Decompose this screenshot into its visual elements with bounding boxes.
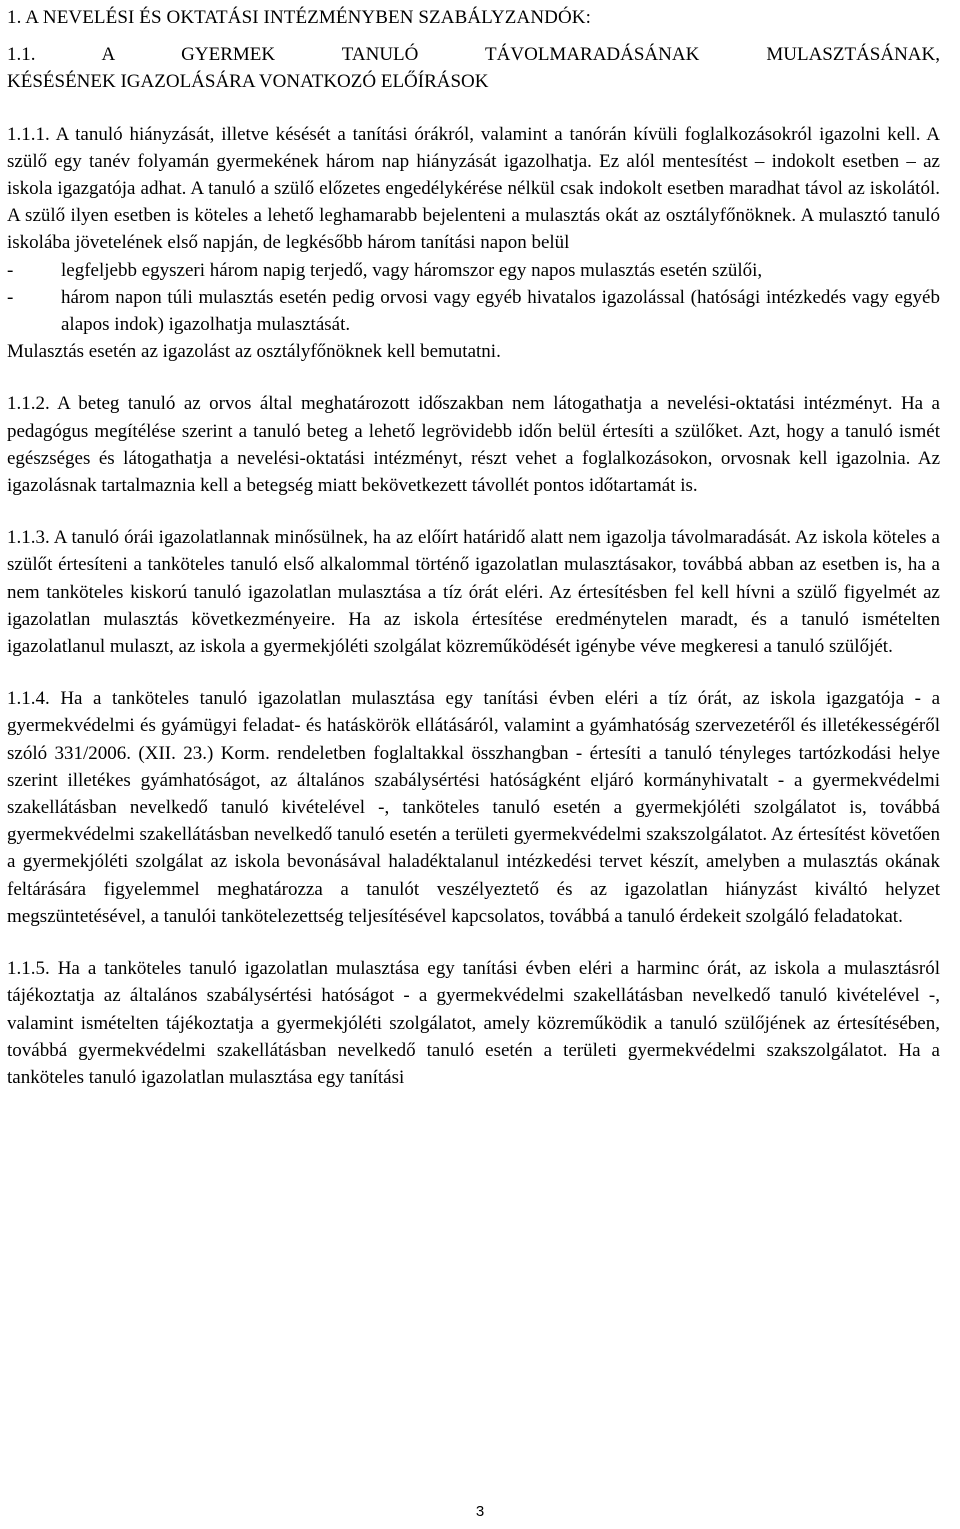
page-number: 3 <box>475 1503 485 1520</box>
list-item <box>7 257 940 284</box>
section-heading-line-1: 1.1. A GYERMEK TANULÓ TÁVOLMARADÁSÁNAK MULASZTÁSÁNAK, <box>7 44 940 66</box>
paragraph-1-1-5-text: 1.1.5. Ha a tanköteles tanuló igazolatlan mulasztása egy tanítási évben eléri a harminc órát, az iskola a mulasztásról tájékoztatja az általános szabálysértési hatóságot - a gyermekvédelmi szakellátásban nevelkedő tanuló kivételével -, valamint ismételten tájékoztatja a gyermekjóléti szolgálatot, amely közreműködik a tanuló szülőjének az értesítésében, továbbá gyermekvédelmi szakellátásban nevelkedő tanuló esetén a területi gyermekvédelmi szakszolgálatot. Ha a tanköteles tanuló igazolatlan mulasztása egy tanítási <box>7 958 940 1088</box>
list-dash: - <box>7 286 14 308</box>
paragraph-1-1-3-text: 1.1.3. A tanuló órái igazolatlannak minősülnek, ha az előírt határidő alatt nem igazolja távolmaradását. Az iskola köteles a szülőt értesíteni a tanköteles tanuló első alkalommal történő igazolatlan mulasztásakor, továbbá abban az esetben is, ha a nem tanköteles kiskorú tanuló igazolatlan mulasztása a tíz órát eléri. Az értesítésben fel kell hívni a szülő figyelmét az igazolatlan mulasztás következményeire. Ha az iskola értesítése eredménytelen maradt, és a tanuló ismételten igazolatlanul mulaszt, az iskola a gyermekjóléti szolgálat közreműködését igénybe véve megkeresi a tanuló szülőjét. <box>7 527 940 658</box>
paragraph-1-1-4-text: 1.1.4. Ha a tanköteles tanuló igazolatlan mulasztása egy tanítási évben eléri a tíz órát, az iskola igazgatója - a gyermekvédelmi és gyámügyi feladat- és hatáskörök ellátásáról, valamint a gyámhatóság szervezetéről és illetékességéről szóló 331/2006. (XII. 23.) Korm. rendeletben foglaltakkal összhangban - értesíti a tanuló tényleges tartózkodási helye szerint illetékes gyámhatóságot, az általános szabálysértési hatóságként eljáró kormányhivatalt - a gyermekvédelmi szakellátásban nevelkedő tanuló kivételével -, tanköteles tanuló esetén a gyermekjóléti szolgálatot is, továbbá gyermekvédelmi szakellátásban nevelkedő tanuló esetén a területi gyermekvédelmi szakszolgálatot. Az értesítést követően a gyermekjóléti szolgálat az iskola bevonásával haladéktalanul intézkedési tervet készít, amelyben a mulasztás okának feltárására figyelemmel meghatározza a tanulót veszélyeztető és az igazolatlan hiányzást kiváltó helyzet megszüntetésével, a tanulói tankötelezettség teljesítésével kapcsolatos, továbbá a tanuló érdekeit szolgáló feladatokat. <box>7 688 940 927</box>
paragraph-1-1-1-closing: Mulasztás esetén az igazolást az osztályfőnöknek kell bemutatni. <box>7 341 501 363</box>
list-item <box>7 284 940 338</box>
list-dash: - <box>7 259 14 281</box>
section-heading-line-2: KÉSÉSÉNEK IGAZOLÁSÁRA VONATKOZÓ ELŐÍRÁSOK <box>7 71 489 93</box>
paragraph-1-1-1 <box>7 121 940 366</box>
list-item-text: három napon túli mulasztás esetén pedig orvosi vagy egyéb hivatalos igazolással (hatósági intézkedés vagy egyéb alapos indok) igazolhatja mulasztását. <box>61 286 940 336</box>
list-item-text: legfeljebb egyszeri három napig terjedő, vagy háromszor egy napos mulasztás esetén szülői, <box>61 259 763 281</box>
paragraph-1-1-2 <box>7 390 940 499</box>
proof-list <box>7 257 940 339</box>
paragraph-1-1-4 <box>7 685 940 930</box>
paragraph-1-1-3 <box>7 524 940 660</box>
section-heading <box>7 41 940 95</box>
paragraph-1-1-5 <box>7 955 940 1091</box>
paragraph-1-1-2-text: 1.1.2. A beteg tanuló az orvos által meghatározott időszakban nem látogathatja a nevelési-oktatási intézményt. Ha a pedagógus megítélése szerint a tanuló beteg a lehető legrövidebb időn belül értesíti a szülőket. Azt, hogy a tanuló ismét egészséges és látogathatja a nevelési-oktatási intézményt, részt vehet a foglalkozásokon, orvosnak kell igazolnia. Az igazolásnak tartalmaznia kell a betegség miatt bekövetkezett távollét pontos időtartamát is. <box>7 393 940 497</box>
paragraph-1-1-1-text: 1.1.1. A tanuló hiányzását, illetve késését a tanítási órákról, valamint a tanórán kívüli foglalkozásokról igazolni kell. A szülő egy tanév folyamán gyermekének három nap hiányzását igazolhatja. Ez alól mentesítést – indokolt esetben – az iskola igazgatója adhat. A tanuló a szülő előzetes engedélykérése nélkül csak indokolt esetben maradhat távol az iskolától. A szülő ilyen esetben is köteles a lehető leghamarabb bejelenteni a mulasztás okát az osztályfőnöknek. A mulasztó tanuló iskolába jövetelének első napján, de legkésőbb három tanítási napon belül <box>7 123 940 254</box>
chapter-heading: 1. A NEVELÉSI ÉS OKTATÁSI INTÉZMÉNYBEN SZABÁLYZANDÓK: <box>7 7 591 28</box>
